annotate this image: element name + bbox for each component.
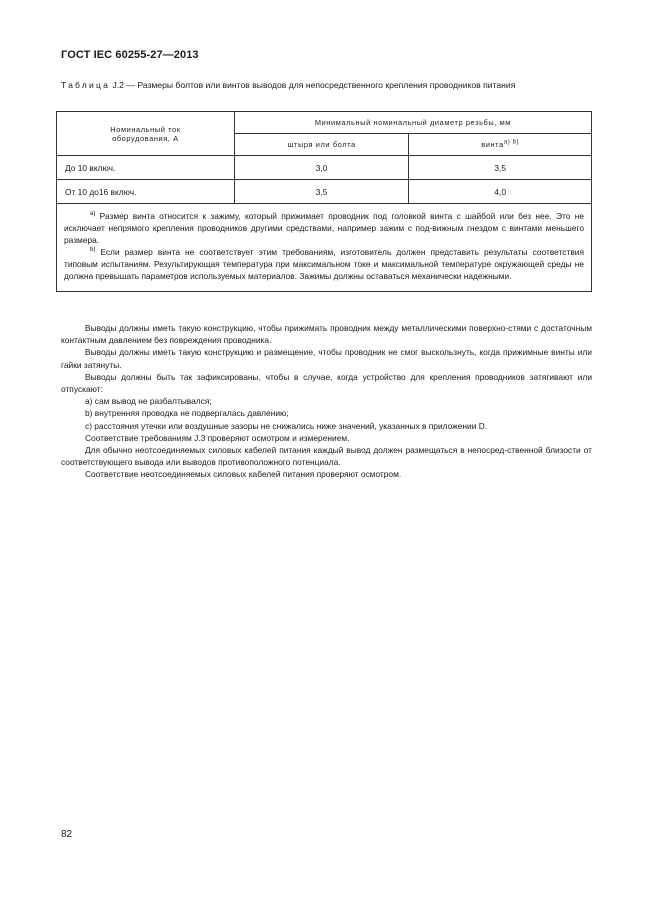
- list-item: b) внутренняя проводка не подвергалась давлению;: [85, 408, 289, 419]
- header-screw: [409, 134, 592, 156]
- footnote-b-text: Если размер винта не соответствует этим требованиям, изготовитель должен представить результаты соответствия типовым испытаниям. Результирующая температура при максимальном токе и максимальной температуре окружающей среды не должна превышать параметров используемых материалов. Зажимы должны оставаться механически надежными.: [64, 247, 584, 282]
- paragraph: Соответствие неотсоединяемых силовых кабелей питания проверяют осмотром.: [85, 469, 402, 480]
- table-caption: [61, 80, 592, 92]
- paragraph: Соответствие требованиям J.3 проверяют осмотром и измерением.: [85, 432, 350, 443]
- row-value-screw: 4,0: [409, 180, 592, 204]
- footnote-a-mark: a): [90, 211, 96, 218]
- row-value-bolt: 3,5: [234, 180, 409, 204]
- footnote-a-text: Размер винта относится к зажиму, который прижимает проводник под головкой винта с шайбой или без нее. Это не исключает непрямого крепления проводников другими средствами, например зажим с под-вижным гнездом с винтами меньшего размера.: [64, 211, 584, 246]
- document-header: ГОСТ IEC 60255-27—2013: [61, 49, 199, 61]
- row-label: До 10 включ.: [57, 156, 235, 180]
- paragraph: Выводы должны иметь такую конструкцию, чтобы прижимать проводник между металлическими поверхно-стями с достаточным контактным давлением без повреждения проводника.: [61, 323, 592, 346]
- header-screw-label: винта: [481, 140, 504, 149]
- footnote-a: [64, 210, 584, 246]
- table-caption-label: Таблица: [61, 80, 111, 90]
- header-min-diameter: Минимальный номинальный диаметр резьбы, мм: [234, 112, 591, 134]
- row-value-screw: 3,5: [409, 156, 592, 180]
- table-caption-text: J.2 — Размеры болтов или винтов выводов для непосредственного крепления проводников питания: [110, 80, 516, 90]
- page-number: 82: [61, 829, 73, 840]
- paragraph: Выводы должны быть так зафиксированы, чтобы в случае, когда устройство для крепления проводников затягивают или отпускают:: [61, 371, 592, 395]
- footnote-b-mark: b): [90, 247, 96, 254]
- list-item: c) расстояния утечки или воздушные зазоры не снижались ниже значений, указанных в приложении D.: [85, 420, 488, 431]
- row-value-bolt: 3,0: [234, 156, 409, 180]
- paragraph: Для обычно неотсоединяемых силовых кабелей питания каждый вывод должен размещаться в непосред-ственной близости от соответствующего вывода или выводов противоположного потенциала.: [61, 445, 592, 468]
- table-notes: [57, 204, 592, 292]
- header-stud-or-bolt: штыря или болта: [234, 134, 409, 156]
- list-item: a) сам вывод не разбалтывался;: [85, 396, 212, 407]
- header-screw-footnote-marks: a) b): [503, 139, 520, 146]
- table-row: [57, 156, 592, 180]
- header-rated-current: Номинальный ток оборудования, А: [57, 112, 235, 156]
- footnote-b: [64, 246, 584, 282]
- row-label: От 10 до16 включ.: [57, 180, 235, 204]
- table-row: [57, 180, 592, 204]
- bolt-size-table: [56, 111, 592, 292]
- paragraph: Выводы должны иметь такую конструкцию и размещение, чтобы проводник не смог выскользнуть, когда прижимные винты или гайки затянуты.: [61, 347, 592, 370]
- body-text: [61, 322, 592, 481]
